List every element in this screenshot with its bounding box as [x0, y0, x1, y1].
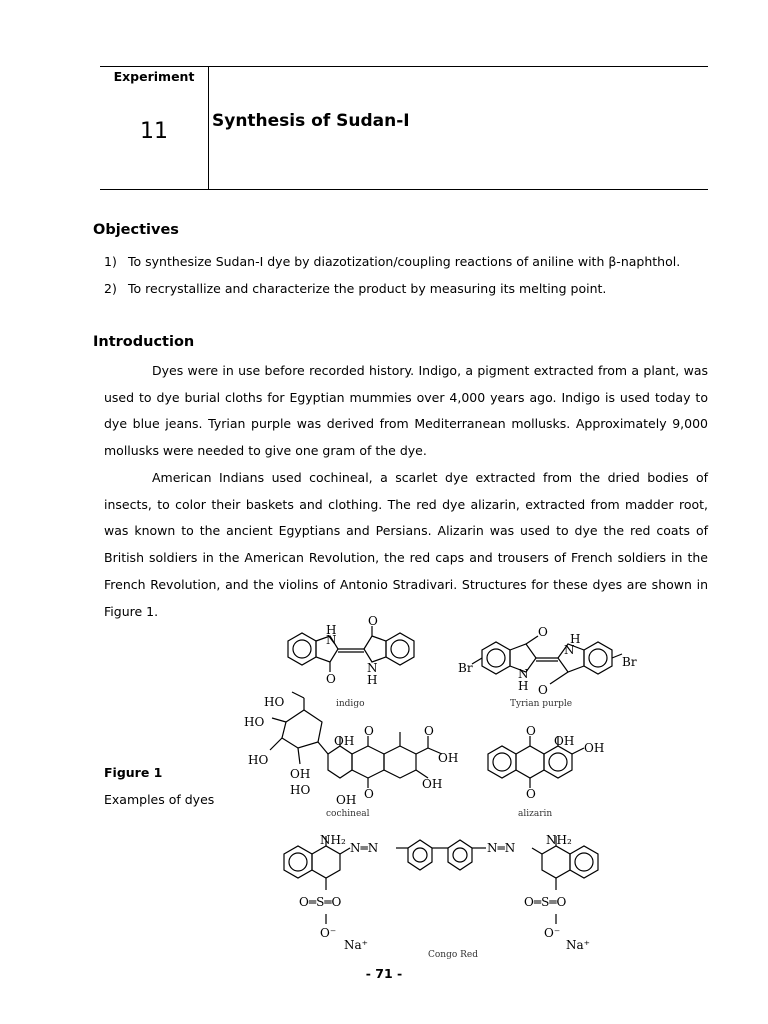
atom-label: O [538, 683, 548, 697]
objective-number: 2) [104, 281, 117, 296]
atom-label: Br [622, 655, 637, 669]
atom-label: OH [290, 767, 311, 781]
atom-label: OH [584, 741, 605, 755]
atom-label: HO [248, 753, 269, 767]
atom-label: HO [244, 715, 265, 729]
atom-label: OH [422, 777, 443, 791]
experiment-number: 11 [140, 119, 168, 144]
atom-label: OH [554, 734, 575, 748]
atom-label: N [518, 667, 529, 681]
paragraph-text: Dyes were in use before recorded history. Indigo, a pigment extracted from a plant, was used to dye burial cloths for Egyptian mummies over 4,000 years ago. Indigo is used today to dye blue jeans. Tyrian purple was derived from Mediterranean mollusks. Approximately 9,000 mollusks were needed to give one gram of the dye. [104, 363, 708, 459]
indigo-structure [288, 626, 414, 672]
paragraph-text: American Indians used cochineal, a scarlet dye extracted from the dried bodies of insects, to color their baskets and clothing. The red dye alizarin, extracted from madder root, was known to the ancient Egyptians and Persians. Alizarin was used to dye the red coats of British soldiers in the American Revolution, the red caps and trousers of French soldiers in the French Revolution, and the violins of Antonio Stradivari. Structures for these dyes are shown in Figure 1. [104, 470, 708, 619]
indigo-label: indigo [336, 699, 365, 709]
introduction-heading: Introduction [93, 334, 195, 350]
figure-label: Figure 1 [104, 765, 163, 780]
atom-label: O [364, 787, 374, 801]
atom-label: OH [438, 751, 459, 765]
atom-label: O⁻ [320, 926, 337, 940]
atom-label: O [368, 614, 378, 628]
atom-label: O [526, 724, 536, 738]
atom-label: O [538, 625, 548, 639]
atom-label: O [364, 724, 374, 738]
intro-paragraph-1 [104, 358, 708, 465]
atom-label: O═S═O [524, 895, 567, 909]
atom-label: N [326, 633, 337, 647]
objectives-heading: Objectives [93, 222, 179, 238]
atom-label: O [526, 787, 536, 801]
atom-label: Na⁺ [566, 938, 590, 952]
atom-label: N [367, 661, 378, 675]
congo-red-label: Congo Red [428, 950, 479, 960]
alizarin-label: alizarin [518, 809, 553, 819]
objective-number: 1) [104, 254, 117, 269]
tyrian-purple-label: Tyrian purple [510, 699, 573, 709]
atom-label: OH [334, 734, 355, 748]
congo-red-structure [284, 836, 598, 924]
atom-label: O⁻ [544, 926, 561, 940]
atom-label: OH [336, 793, 357, 807]
experiment-title: Synthesis of Sudan-I [212, 111, 410, 131]
atom-label: NH₂ [320, 833, 346, 847]
atom-label: NH₂ [546, 833, 572, 847]
atom-label: N [564, 643, 575, 657]
atom-label: HO [264, 695, 285, 709]
atom-label: H [518, 679, 529, 693]
atom-label: O [326, 672, 336, 686]
intro-paragraph-2 [104, 465, 708, 625]
page-number: - 71 - [365, 966, 403, 981]
atom-label: N═N [350, 841, 379, 855]
atom-label: HO [290, 783, 311, 797]
atom-label: N═N [487, 841, 516, 855]
atom-label: H [367, 673, 378, 687]
objective-text: To recrystallize and characterize the product by measuring its melting point. [128, 281, 607, 296]
tyrian-purple-structure [472, 636, 622, 684]
header-divider [208, 67, 209, 189]
atom-label: O [424, 724, 434, 738]
objective-item-2 [104, 281, 714, 296]
atom-label: O═S═O [299, 895, 342, 909]
atom-label: Br [458, 661, 473, 675]
dye-structures-figure [232, 614, 652, 962]
objective-item-1 [104, 254, 714, 269]
atom-label: H [326, 623, 337, 637]
atom-label: Na⁺ [344, 938, 368, 952]
atom-label: H [570, 632, 581, 646]
objective-text: To synthesize Sudan-I dye by diazotization/coupling reactions of aniline with β-naphthol. [128, 254, 681, 269]
cochineal-label: cochineal [326, 809, 370, 819]
experiment-header [100, 66, 708, 190]
figure-caption: Examples of dyes [104, 792, 215, 807]
experiment-label: Experiment [113, 69, 195, 84]
